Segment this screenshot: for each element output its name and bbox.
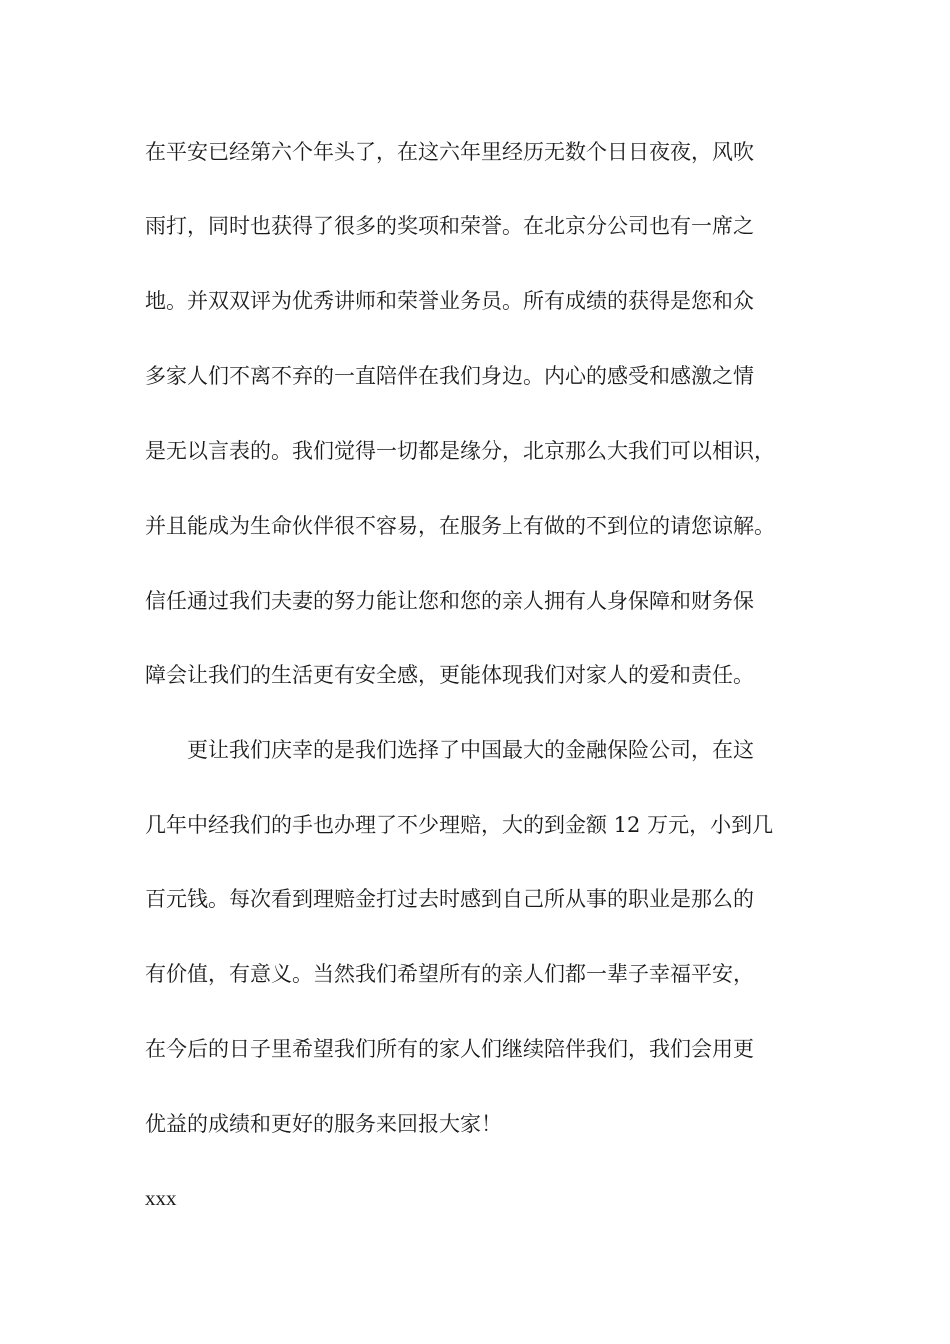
signature: xxx <box>145 1186 177 1210</box>
paragraph-line: 并且能成为生命伙伴很不容易，在服务上有做的不到位的请您谅解。 <box>145 514 775 538</box>
paragraph-line: 有价值，有意义。当然我们希望所有的亲人们都一辈子幸福平安， <box>145 962 754 986</box>
paragraph-line: 优益的成绩和更好的服务来回报大家！ <box>145 1112 502 1136</box>
paragraph-line: 信任通过我们夫妻的努力能让您和您的亲人拥有人身保障和财务保 <box>145 589 754 613</box>
paragraph-line: 多家人们不离不弃的一直陪伴在我们身边。内心的感受和感激之情 <box>145 364 754 388</box>
paragraph-line: 更让我们庆幸的是我们选择了中国最大的金融保险公司，在这 <box>187 738 754 762</box>
paragraph-line: 是无以言表的。我们觉得一切都是缘分，北京那么大我们可以相识， <box>145 439 775 463</box>
paragraph-line: 雨打，同时也获得了很多的奖项和荣誉。在北京分公司也有一席之 <box>145 214 754 238</box>
paragraph-line: 障会让我们的生活更有安全感，更能体现我们对家人的爱和责任。 <box>145 663 754 687</box>
paragraph-line: 在平安已经第六个年头了，在这六年里经历无数个日日夜夜，风吹 <box>145 140 754 164</box>
paragraph-line: 地。并双双评为优秀讲师和荣誉业务员。所有成绩的获得是您和众 <box>145 289 754 313</box>
paragraph-line: 百元钱。每次看到理赔金打过去时感到自己所从事的职业是那么的 <box>145 887 754 911</box>
paragraph-line: 在今后的日子里希望我们所有的家人们继续陪伴我们，我们会用更 <box>145 1037 754 1061</box>
paragraph-line: 几年中经我们的手也办理了不少理赔，大的到金额 12 万元，小到几 <box>145 813 774 837</box>
